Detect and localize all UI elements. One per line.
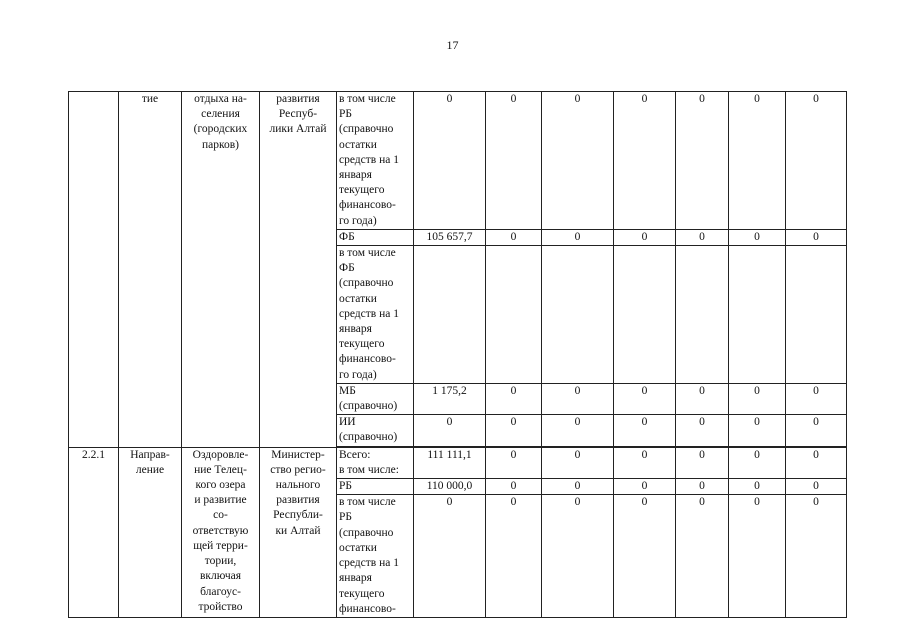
value-cell: 0 <box>542 415 614 446</box>
value-cell <box>786 246 847 384</box>
value-cell: 0 <box>486 479 542 495</box>
value-cell: 0 <box>486 495 542 618</box>
value-cell: 111 111,1 <box>414 447 486 478</box>
value-cell <box>414 246 486 384</box>
value-cell: 0 <box>542 92 614 230</box>
value-cell: 0 <box>414 415 486 446</box>
value-cell: 0 <box>486 383 542 414</box>
value-cell: 0 <box>676 229 729 245</box>
value-cell: 0 <box>542 447 614 478</box>
value-cell: 0 <box>614 495 676 618</box>
value-cell: 0 <box>614 447 676 478</box>
value-cell: 0 <box>729 383 786 414</box>
item-name-cell: отдыха на- селения (городских парков) <box>182 92 260 448</box>
value-cell <box>542 246 614 384</box>
value-cell: 0 <box>486 229 542 245</box>
value-cell: 0 <box>614 383 676 414</box>
value-cell: 0 <box>542 383 614 414</box>
value-cell: 0 <box>729 447 786 478</box>
funding-source-cell: МБ (справочно) <box>337 383 414 414</box>
row-number-cell <box>69 92 119 448</box>
table-row <box>69 447 847 478</box>
value-cell: 0 <box>786 92 847 230</box>
value-cell: 0 <box>614 92 676 230</box>
value-cell: 0 <box>676 383 729 414</box>
executor-cell: Министер- ство регио- нального развития Республи- ки Алтай <box>260 447 337 617</box>
value-cell: 0 <box>676 495 729 618</box>
item-type-cell: Направ- ление <box>119 447 182 617</box>
value-cell: 0 <box>614 229 676 245</box>
value-cell: 0 <box>542 495 614 618</box>
value-cell: 0 <box>486 92 542 230</box>
value-cell: 0 <box>729 495 786 618</box>
value-cell: 0 <box>729 229 786 245</box>
value-cell: 0 <box>786 479 847 495</box>
value-cell: 0 <box>676 92 729 230</box>
value-cell: 110 000,0 <box>414 479 486 495</box>
value-cell: 0 <box>676 447 729 478</box>
row-number-cell: 2.2.1 <box>69 447 119 617</box>
value-cell: 0 <box>414 92 486 230</box>
value-cell: 0 <box>786 495 847 618</box>
value-cell: 0 <box>786 383 847 414</box>
funding-source-cell: ФБ <box>337 229 414 245</box>
value-cell: 0 <box>486 415 542 446</box>
funding-source-cell: Всего: в том числе: <box>337 447 414 478</box>
funding-source-cell: РБ <box>337 479 414 495</box>
value-cell: 0 <box>729 92 786 230</box>
funding-source-cell: в том числе РБ (справочно остатки средств на 1 января текущего финансово- го года) <box>337 92 414 230</box>
value-cell: 0 <box>676 479 729 495</box>
value-cell: 0 <box>729 415 786 446</box>
value-cell: 0 <box>729 479 786 495</box>
page-number: 17 <box>446 38 459 52</box>
value-cell: 0 <box>614 415 676 446</box>
value-cell: 0 <box>786 415 847 446</box>
value-cell: 0 <box>614 479 676 495</box>
value-cell: 105 657,7 <box>414 229 486 245</box>
value-cell <box>729 246 786 384</box>
value-cell: 1 175,2 <box>414 383 486 414</box>
funding-source-cell: ИИ (справочно) <box>337 415 414 446</box>
value-cell: 0 <box>486 447 542 478</box>
value-cell: 0 <box>676 415 729 446</box>
value-cell <box>614 246 676 384</box>
funding-source-cell: в том числе РБ (справочно остатки средств на 1 января текущего финансово- <box>337 495 414 618</box>
value-cell: 0 <box>414 495 486 618</box>
value-cell: 0 <box>786 229 847 245</box>
item-name-cell: Оздоровле- ние Телец- кого озера и развитие со- ответствую щей терри- тории, включая благоус- тройство <box>182 447 260 617</box>
value-cell: 0 <box>786 447 847 478</box>
funding-source-cell: в том числе ФБ (справочно остатки средств на 1 января текущего финансово- го года) <box>337 246 414 384</box>
table-row <box>69 92 847 230</box>
value-cell: 0 <box>542 229 614 245</box>
executor-cell: развития Респуб- лики Алтай <box>260 92 337 448</box>
budget-table <box>68 91 847 618</box>
item-type-cell: тие <box>119 92 182 448</box>
value-cell <box>676 246 729 384</box>
value-cell: 0 <box>542 479 614 495</box>
value-cell <box>486 246 542 384</box>
